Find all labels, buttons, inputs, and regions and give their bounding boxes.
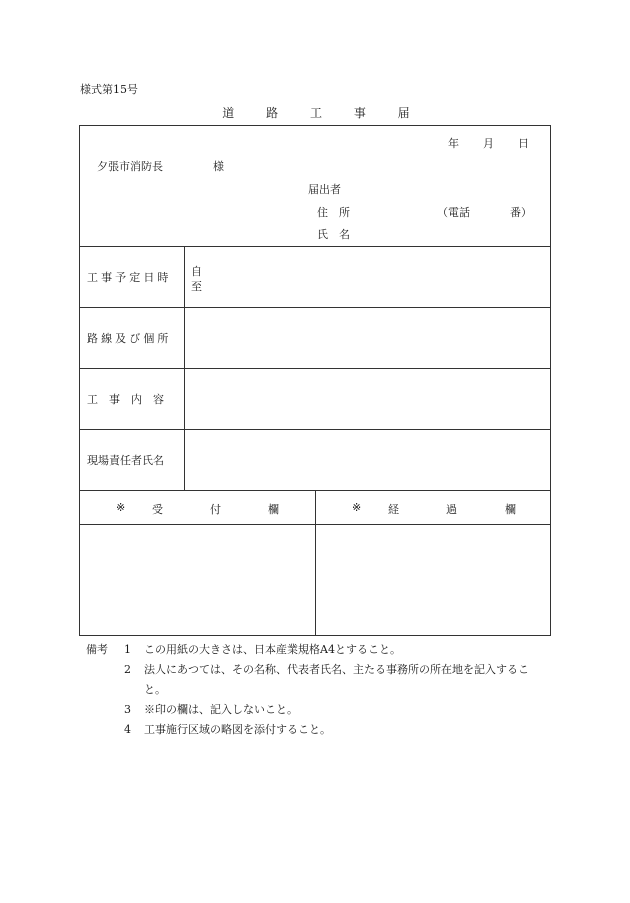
progress-char: 経 [388, 503, 399, 516]
schedule-to-label: 至 [191, 280, 202, 293]
address-label: 住 所 [317, 206, 350, 219]
content-row-label: 工 事 内 容 [87, 393, 164, 406]
honorific-label: 様 [213, 160, 224, 173]
title-char: 事 [353, 106, 366, 120]
label-column-divider [184, 246, 185, 490]
phone-open-label: （電話 [437, 206, 470, 219]
divider [80, 246, 550, 247]
phone-close-label: 番） [510, 206, 532, 219]
note-text: 工事施行区域の略図を添付すること。 [144, 723, 331, 736]
form-number: 様式第15号 [80, 83, 138, 96]
title-char: 道 [222, 106, 235, 120]
supervisor-row-label: 現場責任者氏名 [87, 454, 164, 467]
applicant-label: 届出者 [308, 183, 341, 196]
title-char: 届 [397, 106, 410, 120]
reception-char: ※ [116, 501, 126, 514]
progress-char: 過 [446, 503, 457, 516]
divider [80, 307, 550, 308]
divider [80, 429, 550, 430]
note-number: 1 [124, 643, 131, 656]
schedule-row-label: 工事予定日時 [87, 271, 172, 284]
form-table [79, 125, 551, 636]
form-title [80, 104, 552, 121]
note-number: 3 [124, 703, 131, 716]
note-number: 4 [124, 723, 131, 736]
reception-char: 受 [152, 503, 163, 516]
recipient-label: 夕張市消防長 [97, 160, 163, 173]
route-row-label: 路線及び個所 [87, 332, 172, 345]
divider [80, 368, 550, 369]
title-char: 工 [309, 106, 322, 120]
note-text: ※印の欄は、記入しないこと。 [144, 703, 298, 716]
title-char: 路 [266, 106, 279, 120]
date-month-label: 月 [483, 137, 494, 150]
date-year-label: 年 [448, 137, 459, 150]
note-text: と。 [144, 683, 166, 696]
progress-char: ※ [352, 501, 362, 514]
note-number: 2 [124, 663, 131, 676]
note-text: 法人にあつては、その名称、代表者氏名、主たる事務所の所在地を記入するこ [144, 663, 529, 676]
reception-char: 付 [210, 503, 221, 516]
reception-char: 欄 [268, 503, 279, 516]
date-day-label: 日 [518, 137, 529, 150]
notes-label: 備考 [86, 643, 108, 656]
schedule-from-label: 自 [191, 265, 202, 278]
note-text: この用紙の大きさは、日本産業規格A4とすること。 [144, 643, 401, 656]
progress-char: 欄 [505, 503, 516, 516]
name-label: 氏 名 [317, 228, 350, 241]
office-column-divider [315, 490, 316, 636]
